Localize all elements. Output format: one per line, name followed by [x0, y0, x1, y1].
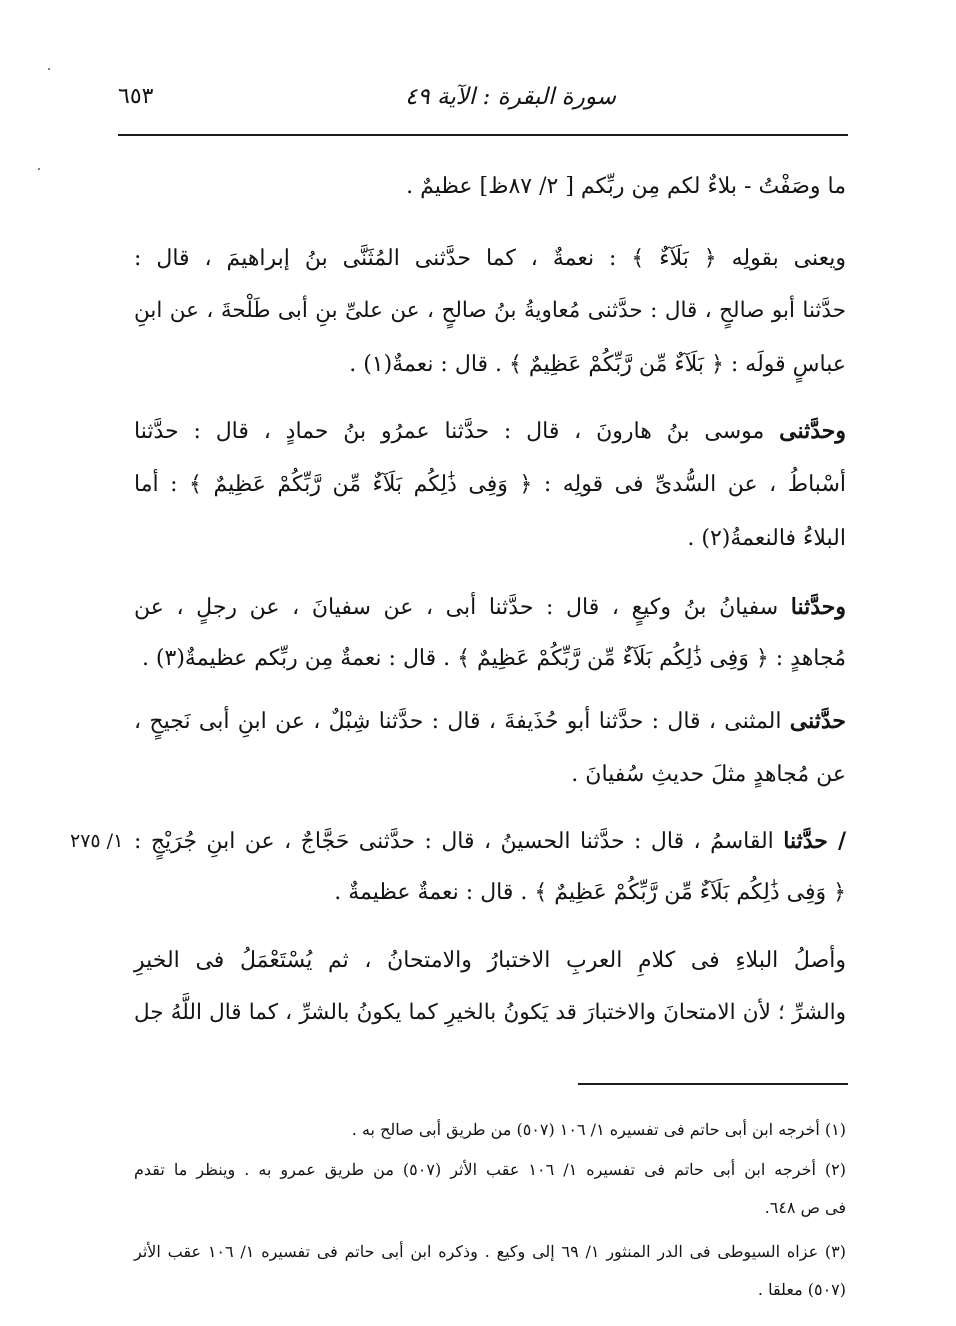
text-line	[134, 470, 846, 500]
text-line	[406, 172, 846, 202]
scan-speck	[48, 68, 50, 70]
line-text: البلاءُ فالنعمةُ(٢) .	[687, 526, 846, 551]
text-line	[334, 878, 846, 908]
text-line	[134, 706, 846, 736]
footnote-divider	[578, 1083, 848, 1085]
margin-reference: ١/ ٢٧٥	[70, 830, 124, 852]
line-text: والشرِّ ؛ لأن الامتحانَ والاختبارَ قد يَكونُ بالخيرِ كما يكونُ بالشرِّ ، كما قال اللَّهُ جل	[134, 1000, 846, 1025]
scan-speck	[38, 168, 40, 170]
footnote: (٢) أخرجه ابن أبى حاتم فى تفسيره ١/ ١٠٦ عقب الأثر (٥٠٧) من طريق عمرو به . وينظر ما تقدم	[134, 1160, 847, 1179]
line-text: موسى بنُ هارونَ ، قال : حدَّثنا عمرُو بنُ حمادٍ ، قال : حدَّثنا	[134, 419, 765, 444]
line-text: ﴿ وَفِى ذَٰلِكُم بَلَآءٌ مِّن رَّبِّكُمْ عَظِيمٌ ﴾ . قال : نعمةٌ عظيمةٌ .	[334, 880, 846, 905]
line-text: ما وصَفْتُ - بلاءٌ لكم مِن ربِّكم [ ٢/ ٨٧ظ] عظيمٌ .	[406, 174, 846, 199]
line-text: وأصلُ البلاءِ فى كلامِ العربِ الاختبارُ والامتحانُ ، ثم يُسْتَعْمَلُ فى الخيرِ	[134, 948, 846, 973]
footnote: (٥٠٧) معلقا .	[757, 1280, 846, 1299]
lead-word: وحدَّثنى	[779, 418, 846, 444]
line-text: القاسمُ ، قال : حدَّثنا الحسينُ ، قال : حدَّثنى حَجَّاجٌ ، عن ابنِ جُرَيْجٍ :	[134, 829, 774, 854]
running-header	[118, 84, 846, 124]
footnote: فى ص ٦٤٨.	[764, 1198, 846, 1217]
text-line	[134, 826, 846, 856]
lead-word: / حدَّثنا	[783, 828, 847, 854]
text-line	[134, 416, 846, 446]
text-line	[571, 760, 846, 790]
text-line	[142, 644, 846, 674]
lead-word: حدَّثنى	[789, 708, 846, 734]
line-text: مُجاهدٍ : ﴿ وَفِى ذَٰلِكُم بَلَآءٌ مِّن رَّبِّكُمْ عَظِيمٌ ﴾ . قال : نعمةٌ مِن ربِّكم عظيمةٌ(٣) .	[141, 646, 846, 671]
lead-word: وحدَّثنا	[790, 594, 846, 620]
line-text: حدَّثنا أبو صالحٍ ، قال : حدَّثنى مُعاويةُ بنُ صالحٍ ، عن علىِّ بنِ أبى طَلْحةَ ، عن ابنِ	[134, 298, 846, 323]
line-text: عن مُجاهدٍ مثلَ حديثِ سُفيانَ .	[571, 762, 846, 787]
header-divider	[118, 134, 848, 136]
page-number: ٦٥٣	[118, 84, 154, 109]
line-text: المثنى ، قال : حدَّثنا أبو حُذَيفةَ ، قال : حدَّثنا شِبْلٌ ، عن ابنِ أبى نَجيحٍ ،	[134, 709, 782, 734]
text-line	[134, 998, 846, 1028]
line-text: أسْباطُ ، عن السُّدىِّ فى قولِه : ﴿ وَفِى ذَٰلِكُم بَلَآءٌ مِّن رَّبِّكُمْ عَظِيمٌ ﴾ : أما	[134, 472, 846, 497]
text-line	[349, 350, 846, 380]
line-text: ويعنى بقولِه ﴿ بَلَآءٌ ﴾ : نعمةٌ ، كما حدَّثنى المُثَنَّى بنُ إبراهيمَ ، قال :	[134, 246, 846, 271]
text-line	[134, 946, 846, 976]
surah-title: سورة البقرة : الآية ٤٩	[405, 84, 616, 110]
line-text: سفيانُ بنُ وكيعٍ ، قال : حدَّثنا أبى ، عن سفيانَ ، عن رجلٍ ، عن	[134, 595, 779, 620]
line-text: عباسٍ قولَه : ﴿ بَلَآءٌ مِّن رَّبِّكُمْ عَظِيمٌ ﴾ . قال : نعمةٌ(١) .	[349, 352, 846, 377]
text-line	[134, 296, 846, 326]
text-line	[134, 592, 846, 622]
text-line	[687, 524, 846, 554]
footnote: (١) أخرجه ابن أبى حاتم فى تفسيره ١/ ١٠٦ (٥٠٧) من طريق أبى صالح به .	[351, 1120, 846, 1139]
footnote: (٣) عزاه السيوطى فى الدر المنثور ١/ ٦٩ إلى وكيع . وذكره ابن أبى حاتم فى تفسيره ١/ ١٠٦ عقب الأثر	[134, 1242, 847, 1261]
text-line	[134, 244, 846, 274]
